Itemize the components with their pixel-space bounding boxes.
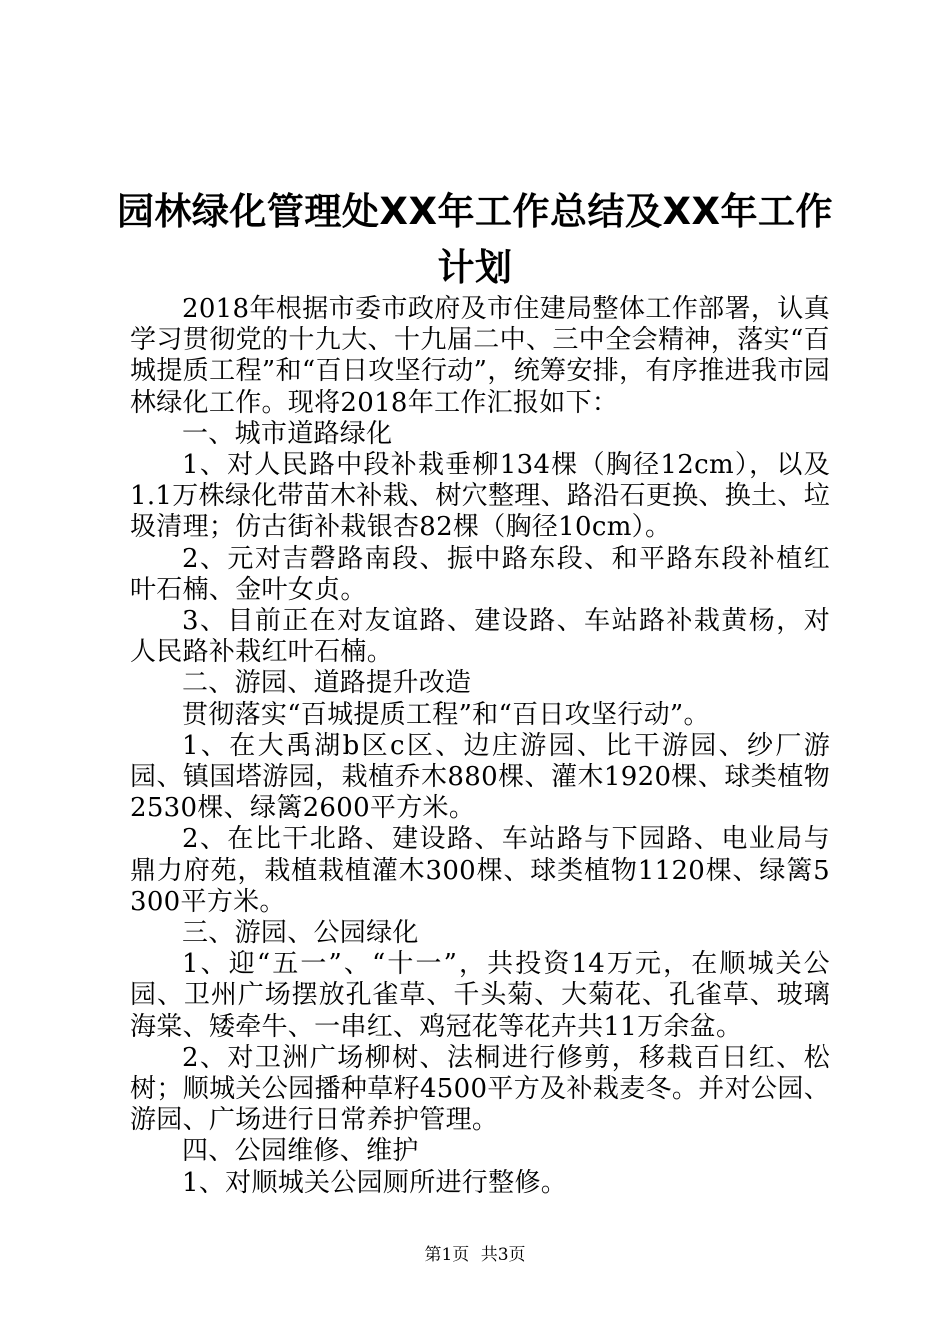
section-heading-1: 一、城市道路绿化	[182, 418, 393, 449]
paragraph: 3、目前正在对友谊路、建设路、车站路补栽黄杨，对人民路补栽红叶石楠。	[130, 606, 830, 668]
document-body	[130, 294, 830, 1199]
paragraph: 2、元对吉磬路南段、振中路东段、和平路东段补植红叶石楠、金叶女贞。	[130, 543, 830, 605]
document-title: 园林绿化管理处XX年工作总结及XX年工作计划	[116, 190, 834, 289]
paragraph: 1、对顺城关公园厕所进行整修。	[182, 1167, 568, 1198]
paragraph: 1、对人民路中段补栽垂柳134棵（胸径12cm），以及1.1万株绿化带苗木补栽、树穴整理、路沿石更换、换土、垃圾清理；仿古街补栽银杏82棵（胸径10cm）。	[130, 450, 830, 543]
paragraph-intro: 2018年根据市委市政府及市住建局整体工作部署，认真学习贯彻党的十九大、十九届二中、三中全会精神，落实“百城提质工程”和“百日攻坚行动”，统筹安排，有序推进我市园林绿化工作。现将2018年工作汇报如下：	[130, 294, 830, 418]
paragraph: 1、迎“五一”、“十一”，共投资14万元，在顺城关公园、卫州广场摆放孔雀草、千头菊、大菊花、孔雀草、玻璃海棠、矮牵牛、一串红、鸡冠花等花卉共11万余盆。	[130, 949, 830, 1042]
page-footer	[0, 1244, 950, 1266]
page-total: 共3页	[480, 1245, 526, 1265]
paragraph: 1、在大禹湖b区c区、边庄游园、比干游园、纱厂游园、镇国塔游园，栽植乔木880棵、灌木1920棵、球类植物2530棵、绿篱2600平方米。	[130, 730, 830, 824]
section-heading-4: 四、公园维修、维护	[182, 1136, 419, 1167]
paragraph: 贯彻落实“百城提质工程”和“百日攻坚行动”。	[182, 699, 710, 730]
paragraph: 2、在比干北路、建设路、车站路与下园路、电业局与鼎力府苑，栽植栽植灌木300棵、球类植物1120棵、绿篱5300平方米。	[130, 824, 830, 917]
page-number: 第1页	[424, 1245, 470, 1265]
paragraph: 2、对卫洲广场柳树、法桐进行修剪，移栽百日红、松树；顺城关公园播种草籽4500平方及补栽麦冬。并对公园、游园、广场进行日常养护管理。	[130, 1042, 830, 1136]
section-heading-2: 二、游园、道路提升改造	[182, 668, 472, 699]
section-heading-3: 三、游园、公园绿化	[182, 918, 419, 949]
